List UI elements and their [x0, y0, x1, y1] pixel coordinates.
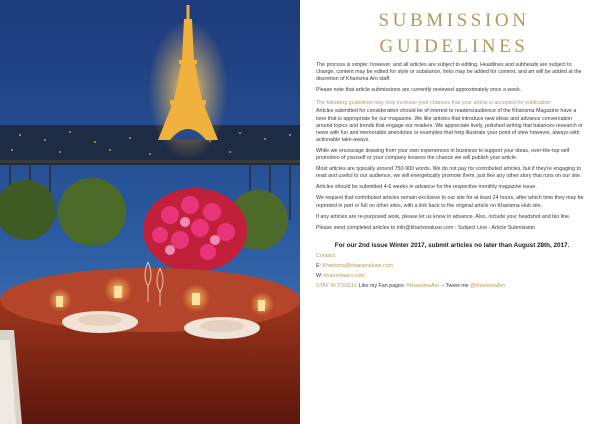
email-label: E: [316, 262, 322, 269]
guideline-paragraph: Articles should be submitted 4-6 weeks in advance for the respective monthly magazine issue. [316, 184, 537, 191]
guideline-paragraph: While we encourage drawing from your own experiences in business to support your ideas, over-the-top self promotion of yourself or your company lessens the chance we will publish your article. [316, 147, 570, 162]
intro-paragraph: Please note that article submissions are currently reviewed approximately once a week. [316, 87, 522, 94]
guideline-paragraph: Most articles are typically around 750-900 words. We do not pay for contributed articles, but if they're engaging to read and useful to our audience, we will energetically promote them, just like any other story that runs on our site. [316, 166, 582, 180]
deadline-notice: For our 2nd issue Winter 2017, submit articles no later than August 28th, 2017. [334, 241, 570, 249]
guidelines-body [316, 62, 588, 293]
submission-email-paragraph: Please send completed articles to info@kharismaluxe.com - Subject Line - Article Submission [316, 224, 536, 231]
guidelines-heading: The following guidelines may help increase your chances that your article is accepted for publication: [316, 100, 552, 107]
contact-heading: Contact: [316, 252, 336, 259]
stay-in-touch-label: STAY IN TOUCH: [316, 283, 358, 290]
guidelines-panel [316, 0, 592, 424]
tweet-text: -- Tweet me [440, 283, 469, 290]
intro-paragraph: The process is simple; however, and all articles are subject to editing. Headlines and subheads are subject to change, content may be edited for style or substance, links may be added for context, and art will be added at the discretion of Kharisma Aro staff. [316, 62, 582, 83]
website-link[interactable]: kharismaaro.com [323, 273, 365, 280]
page-title-line2: GUIDELINES [379, 36, 529, 57]
guideline-paragraph: If any articles are re-purposed work, please let us know in advance. Also, include your headshot and bio line. [316, 213, 571, 220]
email-link[interactable]: Kharisma@kharismaluxe.com [322, 262, 393, 269]
fan-page-text: Like my Fan pages: [358, 283, 406, 290]
web-label: W: [316, 273, 323, 280]
guideline-paragraph: We request that contributed articles remain exclusive to our site for at least 24 hours, after which time they may be reprinted in part or full on other sites, with a link back to the original article on Kharisma Hub site. [316, 195, 584, 209]
page-title-line1: SUBMISSION [378, 10, 530, 31]
guideline-paragraph: Articles submitted for consideration should be of interest to readers/audience of the Kharisma Magazine have a tone that is appropriate for our magazine. We like articles that introduce new ideas and advance conversation around topics and trends that engage our readers. We appreciate lively, polished writing that balances research or news with fun and memorable anecdotes or examples that help illustrate your point of view however, always with actionable take-aways. [316, 108, 583, 143]
contact-email-row [316, 263, 588, 270]
social-row [316, 283, 588, 290]
twitter-link[interactable]: @kharismaAro [470, 283, 506, 290]
contact-web-row [316, 273, 588, 280]
fan-page-link[interactable]: #kharismaAro [406, 283, 440, 290]
